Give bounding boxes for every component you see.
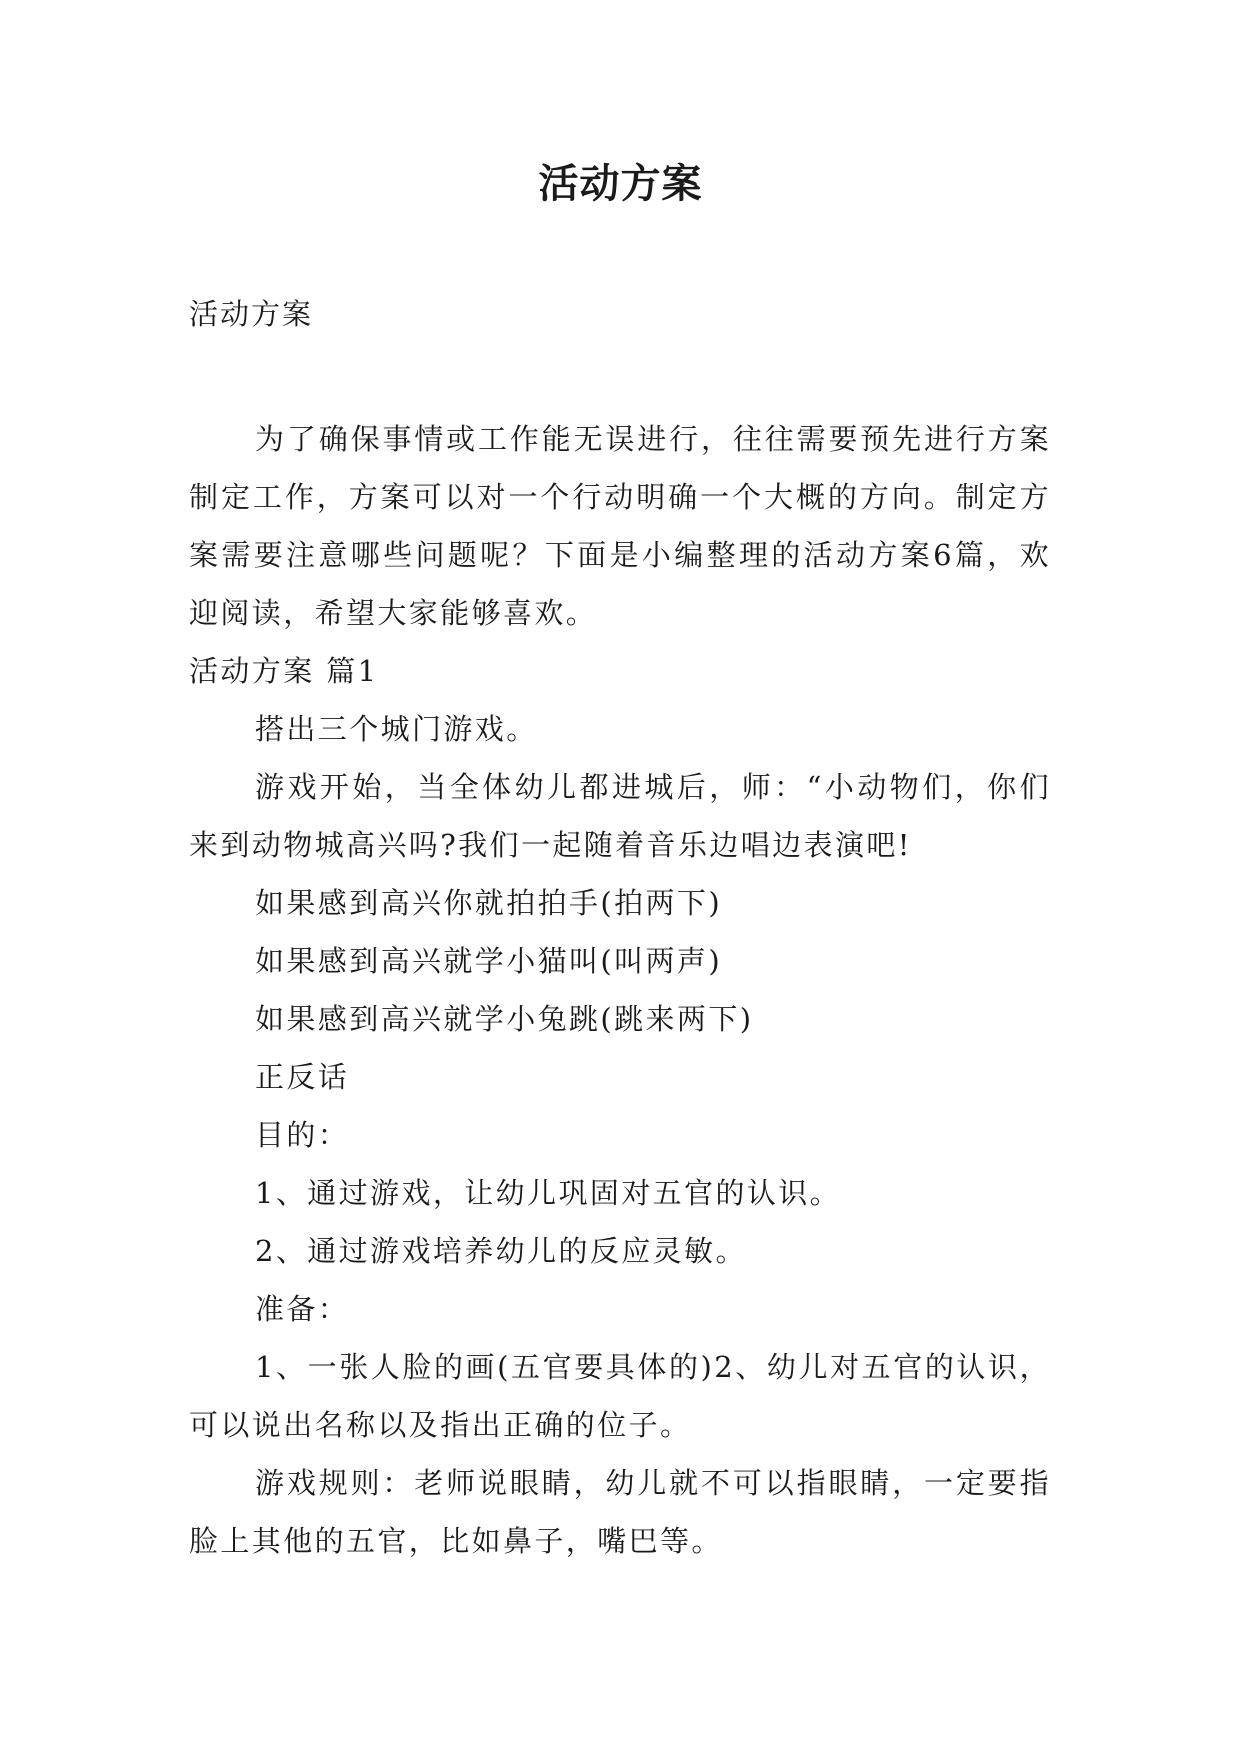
document-body xyxy=(189,410,1051,1570)
paragraph: 准备： xyxy=(255,1292,350,1326)
section-heading: 活动方案 篇1 xyxy=(189,654,379,688)
paragraph: 游戏开始，当全体幼儿都进城后，师：“小动物们，你们来到动物城高兴吗?我们一起随着音乐边唱边表演吧! xyxy=(189,770,1051,862)
paragraph: 如果感到高兴就学小猫叫(叫两声) xyxy=(255,944,723,978)
paragraph: 1、通过游戏，让幼儿巩固对五官的认识。 xyxy=(255,1176,842,1210)
paragraph: 2、通过游戏培养幼儿的反应灵敏。 xyxy=(255,1234,747,1268)
paragraph: 如果感到高兴你就拍拍手(拍两下) xyxy=(255,886,723,920)
paragraph: 搭出三个城门游戏。 xyxy=(255,712,538,746)
paragraph: 1、一张人脸的画(五官要具体的)2、幼儿对五官的认识，可以说出名称以及指出正确的位子。 xyxy=(189,1350,1051,1442)
document-title: 活动方案 xyxy=(538,161,703,207)
paragraph: 如果感到高兴就学小兔跳(跳来两下) xyxy=(255,1002,754,1036)
paragraph: 正反话 xyxy=(255,1060,350,1094)
document-subtitle: 活动方案 xyxy=(189,297,314,331)
intro-paragraph: 为了确保事情或工作能无误进行，往往需要预先进行方案制定工作，方案可以对一个行动明确一个大概的方向。制定方案需要注意哪些问题呢？下面是小编整理的活动方案6篇，欢迎阅读，希望大家能够喜欢。 xyxy=(189,422,1051,630)
paragraph: 游戏规则：老师说眼睛，幼儿就不可以指眼睛，一定要指脸上其他的五官，比如鼻子，嘴巴等。 xyxy=(189,1466,1051,1558)
paragraph: 目的： xyxy=(255,1118,350,1152)
